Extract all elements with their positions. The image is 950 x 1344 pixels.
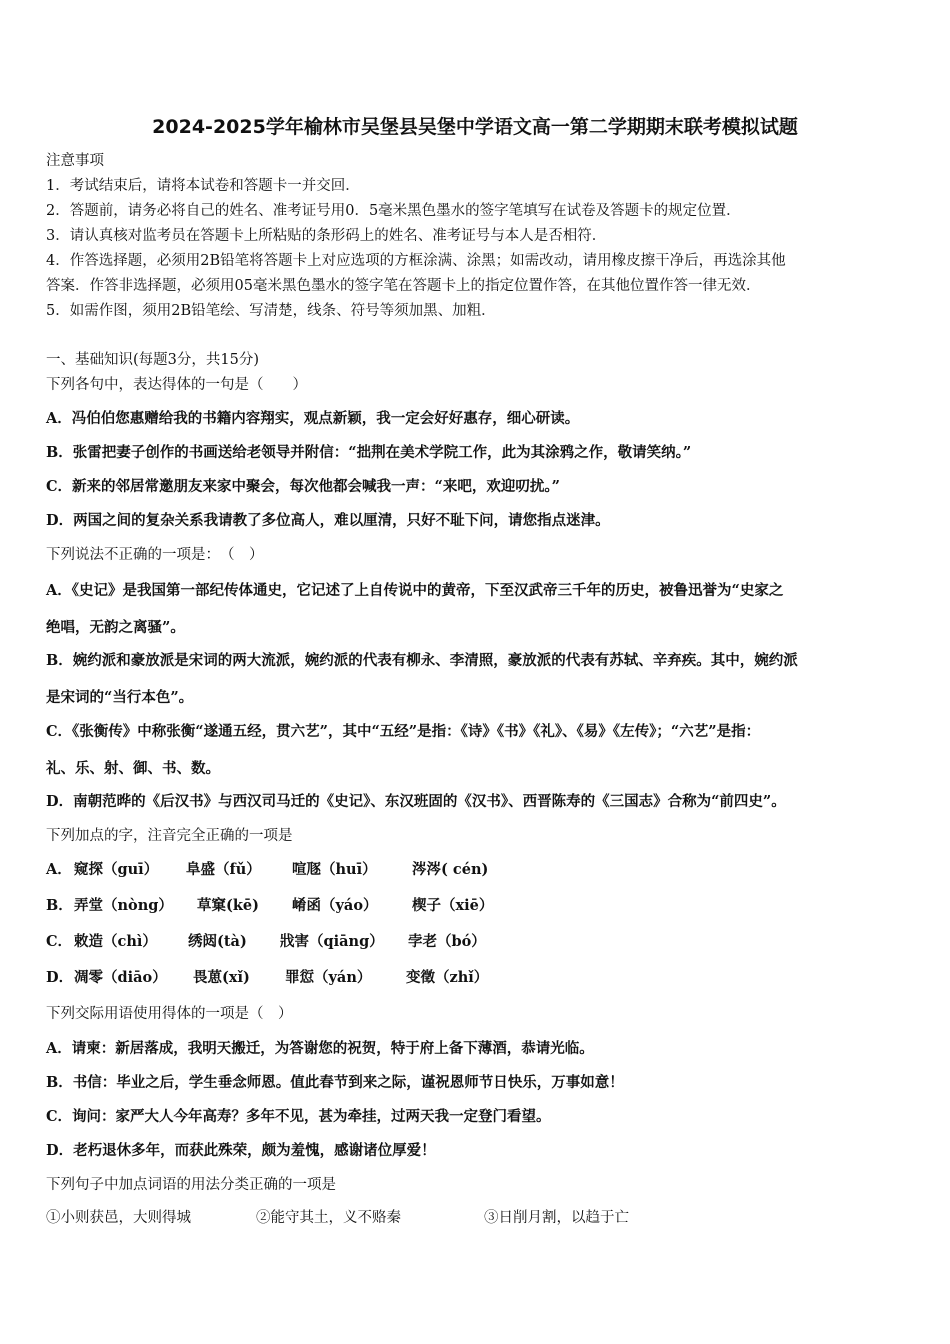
pinyin-item: 崤函（yáo） — [292, 897, 378, 914]
notice-item: 4．作答选择题，必须用2B铅笔将答题卡上对应选项的方框涂满、涂黑；如需改动，请用橡皮擦干净后，再选涂其他 — [46, 253, 786, 269]
question-option: C．新来的邻居常邀朋友来家中聚会，每次他都会喊我一声：“来吧，欢迎叨扰。” — [46, 478, 560, 495]
question-option: A．请柬：新居落成，我明天搬迁，为答谢您的祝贺，特于府上备下薄酒，恭请光临。 — [46, 1040, 594, 1057]
question-option: 绝唱，无韵之离骚”。 — [46, 619, 185, 636]
question-option: D．老朽退休多年，而获此殊荣，颇为羞愧，感谢诸位厚爱！ — [46, 1142, 436, 1159]
notice-item: 2．答题前，请务必将自己的姓名、准考证号用0．5毫米黑色墨水的签字笔填写在试卷及答题卡的规定位置． — [46, 203, 741, 219]
pinyin-item: 窥探（guī） — [74, 861, 159, 878]
pinyin-item: 阜盛（fǔ） — [186, 861, 261, 878]
section-heading: 一、基础知识(每题3分，共15分) — [46, 352, 259, 368]
pinyin-item: 敕造（chì） — [74, 933, 157, 950]
question-option: B．书信：毕业之后，学生垂念师恩。值此春节到来之际，谨祝恩师节日快乐，万事如意！ — [46, 1074, 624, 1091]
sentence-item: ①小则获邑，大则得城 — [46, 1210, 191, 1226]
notice-item: 3．请认真核对监考员在答题卡上所粘贴的条形码上的姓名、准考证号与本人是否相符． — [46, 228, 607, 244]
pinyin-item: 弄堂（nòng） — [74, 897, 173, 914]
question-option: C．询问：家严大人今年高寿？多年不见，甚为牵挂，过两天我一定登门看望。 — [46, 1108, 551, 1125]
question-option: A．《史记》是我国第一部纪传体通史，它记述了上自传说中的黄帝，下至汉武帝三千年的历史，被鲁迅誉为“史家之 — [46, 582, 784, 599]
sentence-item: ②能守其土，义不赂秦 — [256, 1210, 401, 1226]
pinyin-item: 楔子（xiē） — [412, 897, 494, 914]
pinyin-item: 绣闼(tà) — [188, 933, 247, 950]
question-stem: 下列交际用语使用得体的一项是（ ） — [46, 1006, 293, 1022]
question-option: D．两国之间的复杂关系我请教了多位高人，难以厘清，只好不耻下问，请您指点迷津。 — [46, 512, 610, 529]
question-stem: 下列加点的字，注音完全正确的一项是 — [46, 828, 293, 844]
option-label: D． — [46, 969, 74, 986]
pinyin-item: 凋零（diāo） — [74, 969, 167, 986]
question-option: B．张雷把妻子创作的书画送给老领导并附信：“拙荆在美术学院工作，此为其涂鸦之作，敬请笑纳。” — [46, 444, 692, 461]
pinyin-item: 草窠(kē) — [197, 897, 259, 914]
question-option: C．《张衡传》中称张衡“遂通五经，贯六艺”，其中“五经”是指：《诗》《书》《礼》、《易》《左传》；“六艺”是指： — [46, 723, 761, 740]
notice-item: 5．如需作图，须用2B铅笔绘、写清楚，线条、符号等须加黑、加粗． — [46, 303, 496, 319]
page-title: 2024-2025学年榆林市吴堡县吴堡中学语文高一第二学期期末联考模拟试题 — [152, 116, 798, 138]
question-option: A．冯伯伯您惠赠给我的书籍内容翔实，观点新颖，我一定会好好惠存，细心研读。 — [46, 410, 580, 427]
notice-heading: 注意事项 — [46, 153, 104, 169]
question-stem: 下列各句中，表达得体的一句是（ ） — [46, 377, 307, 393]
pinyin-item: 变徵（zhǐ） — [406, 969, 489, 986]
question-stem: 下列说法不正确的一项是： （ ） — [46, 547, 264, 563]
option-label: C． — [46, 933, 73, 950]
option-label: B． — [46, 897, 73, 914]
notice-item: 1．考试结束后，请将本试卷和答题卡一并交回． — [46, 178, 360, 194]
question-option: D．南朝范晔的《后汉书》与西汉司马迁的《史记》、东汉班固的《汉书》、西晋陈寿的《三国志》合称为“前四史”。 — [46, 793, 786, 810]
option-label: A． — [46, 861, 72, 878]
pinyin-item: 畏葸(xǐ) — [193, 969, 250, 986]
question-option: 是宋词的“当行本色”。 — [46, 689, 194, 706]
question-option: 礼、乐、射、御、书、数。 — [46, 760, 220, 777]
pinyin-item: 喧豗（huī） — [292, 861, 377, 878]
question-stem: 下列句子中加点词语的用法分类正确的一项是 — [46, 1177, 336, 1193]
sentence-item: ③日削月割，以趋于亡 — [484, 1210, 629, 1226]
question-option: B．婉约派和豪放派是宋词的两大流派，婉约派的代表有柳永、李清照，豪放派的代表有苏轼、辛弃疾。其中，婉约派 — [46, 652, 798, 669]
notice-item: 答案．作答非选择题，必须用05毫米黑色墨水的签字笔在答题卡上的指定位置作答，在其他位置作答一律无效． — [46, 278, 761, 294]
pinyin-item: 孛老（bó） — [408, 933, 486, 950]
pinyin-item: 涔涔( cén) — [412, 861, 489, 878]
pinyin-item: 罪愆（yán） — [285, 969, 372, 986]
pinyin-item: 戕害（qiāng） — [280, 933, 384, 950]
